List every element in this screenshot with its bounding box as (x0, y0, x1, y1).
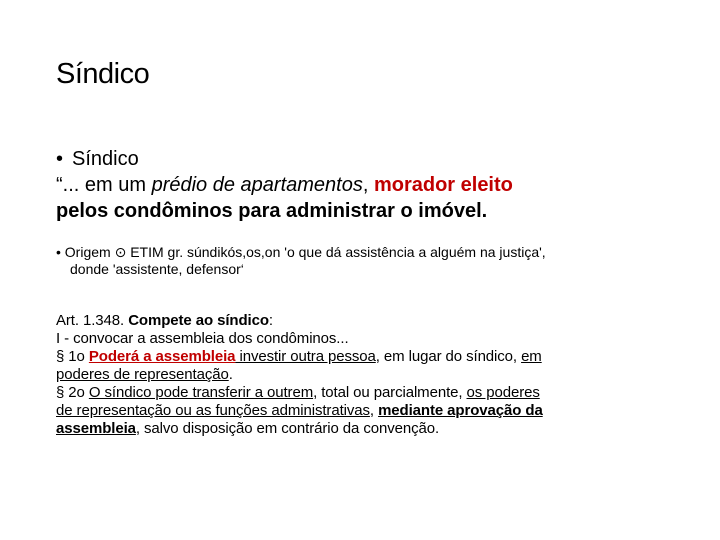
article-heading: Compete ao síndico (128, 312, 269, 329)
p2-line3-bold-underlined: assembleia (56, 420, 136, 437)
p1-line2-underlined: poderes de representação (56, 366, 229, 383)
p1-red: Poderá a assembleia (88, 348, 236, 365)
p2-underlined-2: os poderes (466, 384, 540, 401)
p2-line2-bold-underlined: mediante aprovação da (378, 402, 543, 419)
origin-line-2: donde 'assistente, defensor‘ (70, 261, 244, 277)
paragraph-2-line-1 (56, 384, 656, 402)
origin-text-1: Origem ⊙ ETIM gr. súndikós,os,on 'o que dá assistência a alguém na justiça', (64, 244, 546, 260)
paragraph-2-line-2 (56, 402, 656, 420)
italic-phrase: prédio de apartamentos (151, 174, 363, 196)
p2-underlined-1: O síndico pode transferir a outrem (88, 384, 314, 401)
quote-open: “... em um (56, 174, 152, 196)
p2-line2-underlined: de representação ou as funções administrativas (56, 402, 370, 419)
bullet-icon: • (56, 244, 61, 260)
paragraph-1-line-2 (56, 366, 656, 384)
p2-prefix: § 2o (56, 384, 89, 401)
origin-block (56, 244, 696, 278)
definition-line-1 (56, 172, 696, 198)
p1-end: . (228, 366, 233, 383)
p1-underlined-1: investir outra pessoa (235, 348, 376, 365)
definition-line-2: pelos condôminos para administrar o imóvel. (56, 200, 488, 222)
definition-heading: Síndico (72, 148, 139, 170)
article-item-1: I - convocar a assembleia dos condôminos... (56, 330, 349, 347)
article-heading-row (56, 312, 656, 330)
article-number: Art. 1.348. (56, 312, 129, 329)
p2-mid: , total ou parcialmente, (313, 384, 467, 401)
slide-title: Síndico (56, 58, 150, 90)
p1-mid: , em lugar do síndico, (375, 348, 522, 365)
red-phrase: morador eleito (373, 174, 513, 196)
article-heading-colon: : (268, 312, 273, 329)
bullet-icon: • (56, 148, 64, 170)
comma: , (362, 174, 374, 196)
definition-heading-line (56, 146, 696, 172)
p1-underlined-2: em (521, 348, 542, 365)
p2-line3-rest: , salvo disposição em contrário da convenção. (135, 420, 440, 437)
paragraph-1-line-1 (56, 348, 656, 366)
article-block (56, 312, 656, 438)
definition-block (56, 146, 696, 224)
paragraph-2-line-3 (56, 420, 656, 438)
p2-line2-sep: , (369, 402, 379, 419)
p1-prefix: § 1o (56, 348, 89, 365)
origin-line-1 (56, 244, 696, 261)
